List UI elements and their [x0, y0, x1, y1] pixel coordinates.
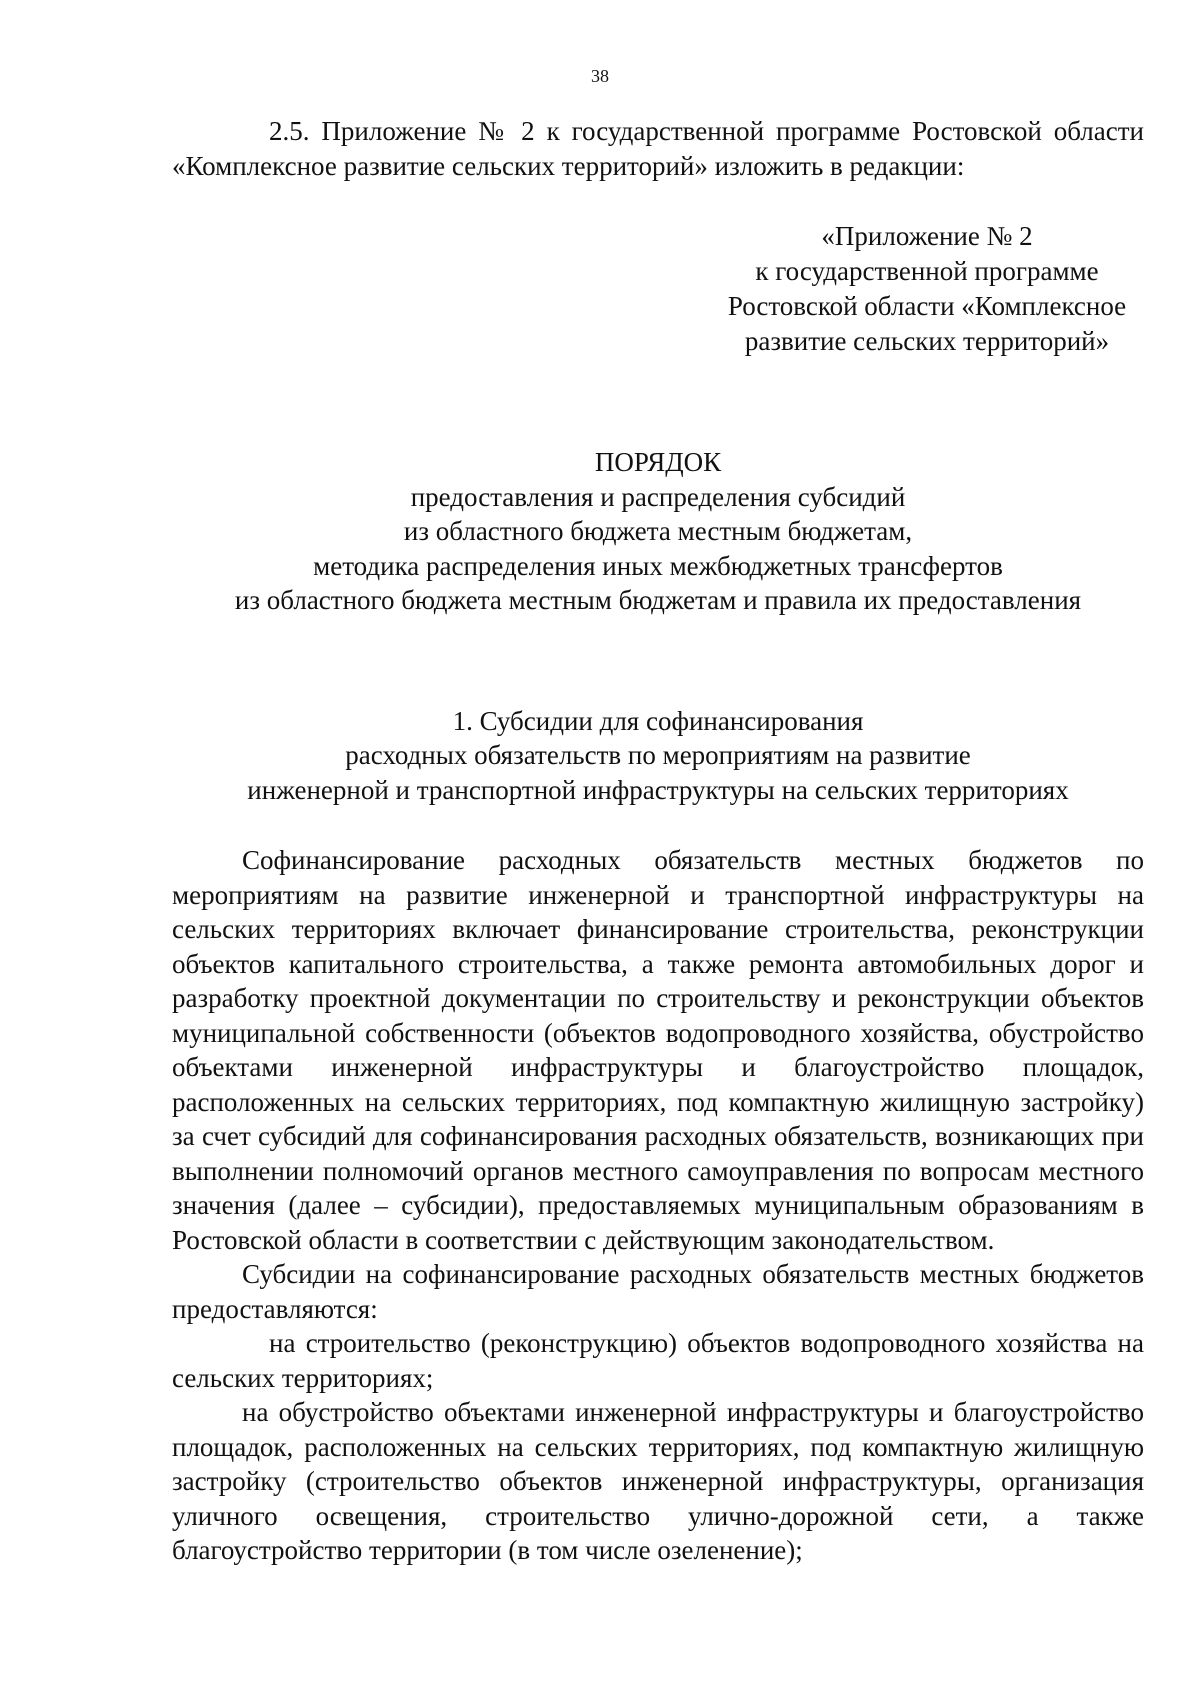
title-line: предоставления и распределения субсидий: [410, 481, 906, 512]
appendix-line: Ростовской области «Комплексное: [727, 291, 1127, 321]
section-1-heading: [172, 704, 1144, 808]
body-paragraph: Субсидии на софинансирование расходных обязательств местных бюджетов предоставляются:: [172, 1259, 1144, 1324]
appendix-line: развитие сельских территорий»: [744, 326, 1110, 356]
title-line: из областного бюджета местным бюджетам и правила их предоставления: [234, 585, 1082, 615]
title-line: из областного бюджета местным бюджетам,: [403, 516, 913, 546]
list-item: на обустройство объектами инженерной инфраструктуры и благоустройство площадок, расположенных на сельских территориях, под компактную жилищную застройку (строительство объектов инженерной инфраструктуры, организация уличного освещения, строительство улично-дорожной сети, а также благоустройство территории (в том числе озеленение);: [172, 1397, 1144, 1565]
body-paragraph: Софинансирование расходных обязательств местных бюджетов по мероприятиям на развитие инженерной и транспортной инфраструктуры на сельских территориях включает финансирование строительства, реконструкции объектов капитального строительства, а также ремонта автомобильных дорог и разработку проектной документации по строительству и реконструкции объектов муниципальной собственности (объектов водопроводного хозяйства, обустройство объектами инженерной инфраструктуры и благоустройство площадок, расположенных на сельских территориях, под компактную жилищную застройку) за счет субсидий для софинансирования расходных обязательств, возникающих при выполнении полномочий органов местного самоуправления по вопросам местного значения (далее – субсидии), предоставляемых муниципальным образованиям в Ростовской области в соответствии с действующим законодательством.: [172, 845, 1144, 1255]
list-item: на строительство (реконструкцию) объектов водопроводного хозяйства на сельских территориях;: [172, 1328, 1144, 1393]
appendix-line: «Приложение № 2: [821, 221, 1033, 251]
title-main: ПОРЯДОК: [594, 447, 722, 477]
intro-paragraph: 2.5. Приложение № 2 к государственной программе Ростовской области «Комплексное развитие сельских территорий» изложить в редакции:: [172, 116, 1144, 181]
document-body: [172, 114, 1144, 1568]
section-heading-line: 1. Субсидии для софинансирования: [452, 705, 864, 736]
section-heading-line: инженерной и транспортной инфраструктуры на сельских территориях: [247, 774, 1069, 805]
section-heading-line: расходных обязательств по мероприятиям на развитие: [345, 740, 971, 770]
document-title: [172, 445, 1144, 618]
appendix-line: к государственной программе: [755, 256, 1099, 286]
title-line: методика распределения иных межбюджетных трансфертов: [313, 550, 1003, 581]
page-number: 38: [591, 66, 609, 86]
section-1-body: [172, 843, 1144, 1568]
appendix-header: [712, 219, 1142, 359]
